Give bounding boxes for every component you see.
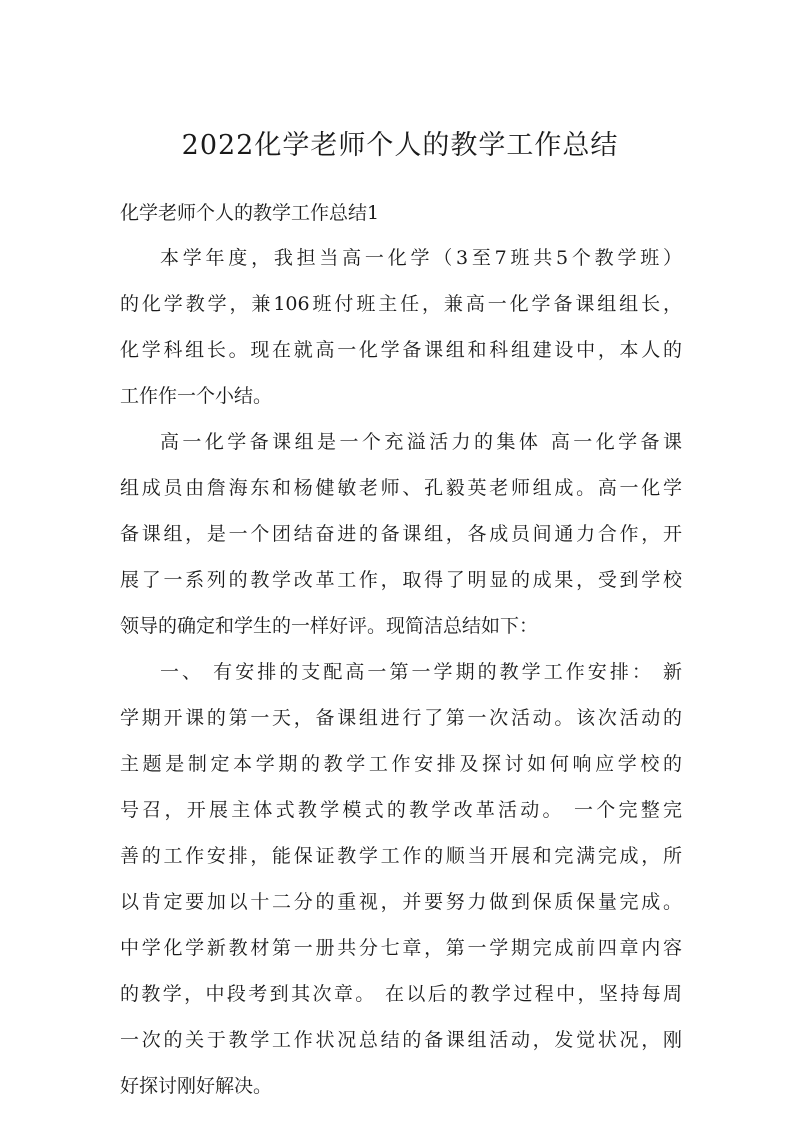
text-line: 组成员由詹海东和杨健敏老师、孔毅英老师组成。高一化学 [120,477,682,499]
text-line: 本学年度，我担当高一化学（3至7班共5个教学班） [160,247,682,269]
text-line: 主题是制定本学期的教学工作安排及探讨如何响应学校的 [120,753,682,775]
document-title: 2022化学老师个人的教学工作总结 [181,130,619,161]
text-line: 一次的关于教学工作状况总结的备课组活动，发觉状况，刚 [120,1029,682,1051]
text-line: 的教学，中段考到其次章。 在以后的教学过程中，坚持每周 [120,983,682,1005]
text-line: 备课组，是一个团结奋进的备课组，各成员间通力合作，开 [120,523,682,545]
text-line: 好探讨刚好解决。 [120,1075,273,1097]
text-line: 高一化学备课组是一个充溢活力的集体 高一化学备课 [160,431,682,453]
text-line: 一、 有安排的支配高一第一学期的教学工作安排： 新 [160,661,682,683]
text-line: 工作作一个小结。 [120,385,273,407]
text-line: 善的工作安排，能保证教学工作的顺当开展和完满完成，所 [120,845,682,867]
text-line: 领导的确定和学生的一样好评。现简洁总结如下： [120,615,539,637]
text-line: 学期开课的第一天，备课组进行了第一次活动。该次活动的 [120,707,682,729]
text-line: 展了一系列的教学改革工作，取得了明显的成果，受到学校 [120,569,682,591]
text-line: 的化学教学，兼106班付班主任，兼高一化学备课组组长， [120,293,682,315]
text-line: 以肯定要加以十二分的重视，并要努力做到保质保量完成。 [120,891,682,913]
text-line: 号召，开展主体式教学模式的教学改革活动。 一个完整完 [120,799,682,821]
text-line: 化学科组长。现在就高一化学备课组和科组建设中，本人的 [120,339,682,361]
text-line: 中学化学新教材第一册共分七章，第一学期完成前四章内容 [120,937,682,959]
section-heading: 化学老师个人的教学工作总结1 [120,202,380,224]
